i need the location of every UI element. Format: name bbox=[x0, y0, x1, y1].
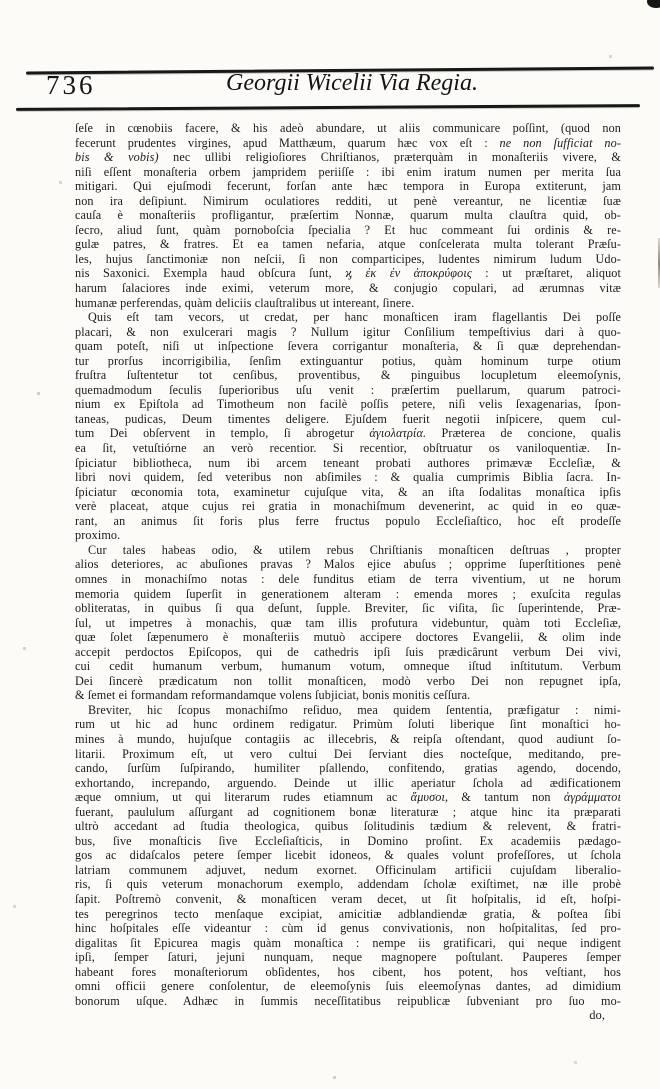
text-line: ſpiciatur œconomia tota, examinetur cujuſque vita, & an iſta ſodalitas monaſtica ipſis bbox=[75, 484, 621, 499]
line-segment: fecerunt prudentes virgines, apud Matthæum, quarum hæc vox eſt : bbox=[75, 135, 500, 150]
text-line: gulæ patres, & fratres. Et ea tamen nefaria, atque conſcelerata multa tolerant Præſu- bbox=[75, 237, 621, 252]
text-line: tes peregrinos tecto menſaque excipiat, amicitiæ adblandiendæ gratia, & poſtea ſibi bbox=[75, 906, 621, 921]
text-line: ſul, ut impetres à monachis, quæ tam illis profutura videbuntur, quàm toti Eccleſiæ, bbox=[75, 615, 621, 630]
text-line: verè placeat, atque cujus rei gratia in monachiſmum devenerint, ac quid in eo quæ- bbox=[75, 499, 621, 514]
text-line: les, hujus ſanctimoniæ non neſcii, ſi non comparticipes, ludentes nimirum ludum Udo- bbox=[75, 251, 621, 266]
text-block bbox=[75, 121, 621, 1023]
text-line: rum ut hic ad hunc ordinem redigatur. Primùm ſoluti liberique ſint monaſtici ho- bbox=[75, 717, 621, 732]
text-line: cui cedit humanum verbum, humanum votum, omneque iſtud inſtitutum. Verbum bbox=[75, 659, 621, 674]
text-line: non ira deſipiunt. Nimirum oculatiores redditi, ut penè vereantur, ne licentiæ ſuæ bbox=[75, 193, 621, 208]
text-line: libri novi quidem, ſed veteribus non abſimiles : & qualia cumprimis Biblia ſacra. In- bbox=[75, 470, 621, 485]
text-line: ultrò accedant ad ſtudia theologica, quibus ſolitudinis tædium & relevent, & fratri- bbox=[75, 819, 621, 834]
scan-specks bbox=[0, 0, 1, 1]
header-bottom-rule bbox=[16, 104, 640, 110]
text-line bbox=[75, 150, 621, 165]
line-segment: nec ullibi religioſiores Chriſtianos, præterquàm in monaſteriis vivere, & bbox=[158, 150, 621, 165]
text-line: bus, ſive monaſticis ſive Eccleſiaſticis, in Domino proſint. Ex academiis pædago- bbox=[75, 833, 621, 848]
text-line: placari, & non exulcerari magis ? Nullum igitur Conſilium tempeſtivius dari à quo- bbox=[75, 324, 621, 339]
text-line: ſecro, aliud ſunt, quàm pornoboſcia ſpecialia ? Et huc commeant ſui ordinis & re- bbox=[75, 222, 621, 237]
line-segment: & tantum non bbox=[448, 790, 564, 805]
text-line: rant, an animus ſit foris plus ferre fructus populo Eccleſiaſtico, hoc eſt prodeſſe bbox=[75, 513, 621, 528]
text-line: cauſa è monaſteriis profligantur, præſertim Nonnæ, quarum multa clauſtra quid, ob- bbox=[75, 208, 621, 223]
text-line: litarii. Proximum eſt, ut vero cultui Dei ſerviant dies nocteſque, meditando, pre- bbox=[75, 746, 621, 761]
text-line: niſi eſſent monaſteria orbem jampridem periiſſe : ibi enim iratum numen per merita ſua bbox=[75, 164, 621, 179]
text-line: tur prorſus incorrigibilia, ſenſim extinguantur potius, quàm hominum turpe otium bbox=[75, 353, 621, 368]
text-line: quam poteſt, niſi ut inſpectione ſevera corrigantur monaſteria, & ſi quæ deprehendan- bbox=[75, 339, 621, 354]
text-line bbox=[75, 136, 621, 151]
text-line: gos ac didaſcalos petere ſemper licebit idoneos, & quales volunt profeſſores, ut ſchola bbox=[75, 848, 621, 863]
text-line: quemadmodum ſeculis ſuperioribus uſu venit : præſertim puellarum, quarum patroci- bbox=[75, 382, 621, 397]
text-line: ea ſit, vetuſtiórne an verò recentior. Si recentior, obſtruatur os vaniloquentiæ. In- bbox=[75, 441, 621, 456]
text-line: Quis eſt tam vecors, ut credat, per hanc monaſticen iram flagellantis Dei poſſe bbox=[88, 310, 621, 325]
line-segment: æque omnium, ut qui literarum rudes etiamnum ac bbox=[75, 790, 411, 805]
text-line: Cur tales habeas odio, & utilem rebus Chriſtianis monaſticen deſtruas , propter bbox=[88, 542, 621, 557]
running-title: Georgii Wicelii Via Regia. bbox=[226, 70, 478, 96]
text-line: quæ ſolet ſæpenumero è monaſteriis mutuò accipere doctores Evangelii, & olim inde bbox=[75, 630, 621, 645]
text-line: habeant fores monaſteriorum obſidentes, hos cibent, hos potent, hos veſtiant, hos bbox=[75, 964, 621, 979]
text-line: exhortando, increpando, arguendo. Deinde ut illic aperiatur ſchola ad ædificationem bbox=[75, 775, 621, 790]
line-segment: nis Saxonici. Exempla haud obſcura ſunt, bbox=[75, 266, 346, 281]
text-line bbox=[75, 426, 621, 441]
text-line: fuerant, paululum aſſurgant ad cognitionem bonæ literaturæ ; atque hinc ita præparati bbox=[75, 804, 621, 819]
text-line: Dei ſincerè prædicatum non tollit monaſticen, modò verbo Dei non repugnet ipſa, bbox=[75, 673, 621, 688]
text-line: ipſi, ſemper ſaturi, jejuni nunquam, neque magnopere poſtulant. Pauperes ſemper bbox=[75, 950, 621, 965]
line-segment-italic: bis & vobis) bbox=[75, 150, 159, 165]
text-line bbox=[75, 790, 621, 805]
text-line: omnes in monachiſmo notas : dele funditus etiam de terra viventium, ut ne horum bbox=[75, 571, 621, 586]
line-segment-greek: ἀγράμματοι bbox=[563, 790, 621, 805]
text-line: bonorum uſque. Adhæc in ſummis neceſſitatibus reipublicæ ſubveniant pro ſuo mo- bbox=[75, 993, 621, 1008]
text-line: accepit perdoctos Epiſcopos, qui de cathedris ipſi ſuis prædicârunt verbum Dei vivi, bbox=[75, 644, 621, 659]
text-line: ſpiciatur bibliotheca, num ibi arcem teneant probati authores primævæ Eccleſiæ, & bbox=[75, 455, 621, 470]
text-line: & ſemet ei formandam reformandamque volens ſubjiciat, bonis monitis ceſſura. bbox=[75, 688, 471, 703]
text-line: obliteratas, in quibus ſi qua deſunt, ſupple. Breviter, ſic viſita, ſic ſuperintende, Præ- bbox=[75, 601, 621, 616]
text-line: mitigari. Qui ejuſmodi fecerunt, forſan ante hæc tempora in Europa extiterunt, jam bbox=[75, 179, 621, 194]
text-line: ſapit. Poſtremò convenit, & monaſticen veram decet, ut ſit hoſpitalis, id eſt, hoſpi- bbox=[75, 891, 621, 906]
text-line: Breviter, hic ſcopus monachiſmo reſiduo, mea quidem ſententia, præfigatur : nimi- bbox=[88, 702, 621, 717]
text-line: memoria quidem ſuperſit in generationem alteram : emenda mores ; exuſcita regulas bbox=[75, 586, 621, 601]
text-line: omni officii genere conſolentur, de eleemoſynis ſuis eleemoſynas dantes, ad dimidium bbox=[75, 979, 621, 994]
text-line: ris, ſi quis veterum monachorum exemplo, addendam ſcholæ exiſtimet, næ ille probè bbox=[75, 877, 621, 892]
ink-blot bbox=[647, 0, 660, 8]
text-line: mines à mundo, hujuſque contagiis ac illecebris, & reipſa oſtendant, quod audiunt ſo- bbox=[75, 731, 621, 746]
line-segment-greek: ἄμυσοι, bbox=[410, 790, 449, 805]
line-segment: : ut præſtaret, aliquot bbox=[471, 266, 621, 281]
text-line bbox=[75, 266, 621, 281]
text-line: alios deteriores, ac abuſiones pravas ? Malos ejice abuſus ; opprime ſuperſtitiones penè bbox=[75, 557, 621, 572]
catchword: do, bbox=[589, 1008, 605, 1023]
text-line: digalitas ſit Epicurea magis quàm monaſtica : nempe iis gratificari, qui neque indigent bbox=[75, 935, 621, 950]
text-line: humanæ perferendas, quàm deliciis clauſtralibus ut intereant, ſinere. bbox=[75, 295, 415, 310]
text-line: harum ſalaciores inde eximi, veterum more, & conjugio copulari, ad ærumnas vitæ bbox=[75, 281, 621, 296]
text-line: taneas, pudicas, Deum timentes deligere. Ejuſdem fuerit negotii inſpicere, quem cul- bbox=[75, 411, 621, 426]
text-line: latriam communem adjuvet, nedum exornet. Officinulam artificii cujuſdam liberalio- bbox=[75, 862, 621, 877]
text-line: fruſtra ſuſtentetur tot cenſibus, proventibus, & pinguibus locupletum eleemoſynis, bbox=[75, 368, 621, 383]
text-line: ſeſe in cœnobiis facere, & his adeò abundare, ut aliis communicare poſſint, (quod non bbox=[75, 121, 621, 135]
page-number: 736 bbox=[46, 70, 96, 100]
line-segment-greek: ἁγιολατρία. bbox=[369, 426, 427, 441]
line-segment-greek: ϗ ἐκ ἐν ἀποκρύφοις bbox=[345, 266, 472, 281]
line-segment: Præterea de concione, qualis bbox=[426, 426, 621, 441]
text-line: cando, ſurſùm ſuſpirando, humiliter pſallendo, confitendo, gratias agendo, docendo, bbox=[75, 761, 621, 776]
line-segment: tum Dei obſervent in templo, ſi abrogetur bbox=[75, 426, 370, 441]
text-line: nium ex Epiſtola ad Timotheum non facilè poſſis petere, niſi velis ſexagenarias, ſpon- bbox=[75, 397, 621, 412]
text-line: proximo. bbox=[75, 528, 121, 543]
line-segment-italic: ne non ſufficiat no- bbox=[499, 135, 621, 150]
text-line: hinc hoſpitales eſſe videantur : cùm id genus convivationis, non hoſpitalitas, ſed pro- bbox=[75, 921, 621, 936]
